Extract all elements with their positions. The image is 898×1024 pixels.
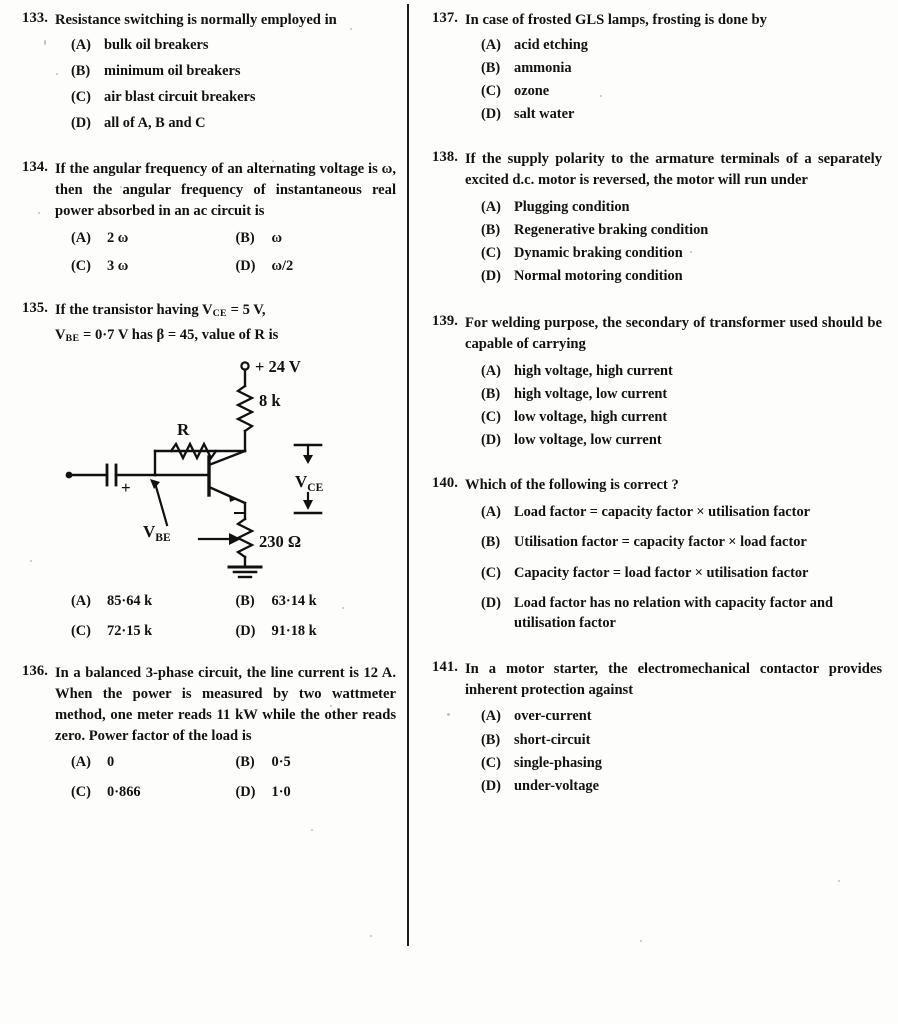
option-label: (A) bbox=[71, 754, 91, 771]
option-d[interactable] bbox=[465, 266, 882, 286]
option-a[interactable] bbox=[465, 197, 882, 217]
option-label: (C) bbox=[71, 784, 91, 801]
option-b[interactable] bbox=[236, 228, 397, 248]
option-label: (D) bbox=[481, 268, 501, 285]
option-text: 3 ω bbox=[107, 257, 129, 274]
option-b[interactable] bbox=[465, 220, 882, 240]
option-text: 0 bbox=[107, 754, 115, 771]
option-label: (C) bbox=[481, 409, 501, 426]
option-label: (C) bbox=[71, 89, 91, 106]
option-label: (C) bbox=[481, 564, 501, 581]
option-text: Regenerative braking condition bbox=[514, 221, 709, 238]
emitter-arrow bbox=[229, 495, 237, 502]
option-list bbox=[55, 228, 396, 276]
option-text: Normal motoring condition bbox=[514, 268, 683, 285]
option-c[interactable] bbox=[71, 782, 232, 802]
question-number: 137. bbox=[432, 10, 458, 26]
option-label: (D) bbox=[481, 777, 501, 794]
option-text: salt water bbox=[514, 106, 575, 123]
option-a[interactable] bbox=[465, 35, 882, 55]
option-text: ω bbox=[271, 229, 283, 246]
option-label: (D) bbox=[481, 594, 501, 611]
stem-text-part1: If the transistor having V bbox=[55, 301, 213, 318]
option-b[interactable] bbox=[465, 730, 882, 750]
option-list bbox=[55, 35, 396, 134]
supply-node-terminal bbox=[241, 363, 248, 370]
option-label: (A) bbox=[71, 36, 91, 53]
option-c[interactable] bbox=[55, 87, 396, 107]
option-list bbox=[465, 361, 882, 451]
option-a[interactable] bbox=[465, 361, 882, 381]
option-d[interactable] bbox=[55, 113, 396, 133]
option-d[interactable] bbox=[465, 104, 882, 124]
question-number: 133. bbox=[22, 10, 48, 26]
option-b[interactable] bbox=[236, 752, 397, 772]
vce-label: $V_{CE}$ bbox=[295, 472, 324, 495]
transistor-emitter-lead bbox=[209, 487, 245, 503]
option-text: over-current bbox=[514, 708, 592, 725]
option-b[interactable] bbox=[465, 532, 882, 552]
option-label: (C) bbox=[481, 83, 501, 100]
option-text: Capacity factor = load factor × utilisation factor bbox=[514, 564, 809, 581]
option-d[interactable] bbox=[236, 782, 397, 802]
option-text: low voltage, low current bbox=[514, 432, 662, 449]
question-138 bbox=[424, 149, 882, 289]
option-list bbox=[465, 502, 882, 633]
figure-transistor-circuit bbox=[55, 353, 396, 581]
option-text: high voltage, low current bbox=[514, 386, 668, 402]
option-label: (D) bbox=[235, 257, 256, 274]
option-text: ozone bbox=[514, 83, 550, 100]
question-136 bbox=[14, 663, 396, 802]
option-label: (A) bbox=[481, 708, 501, 725]
option-d[interactable] bbox=[236, 621, 397, 641]
option-text: 91·18 k bbox=[271, 623, 317, 640]
question-134 bbox=[14, 159, 396, 275]
option-d[interactable] bbox=[236, 256, 397, 276]
emitter-resistor-zigzag bbox=[238, 519, 252, 557]
option-text: ammonia bbox=[514, 59, 572, 76]
option-label: (A) bbox=[481, 198, 501, 215]
option-c[interactable] bbox=[465, 243, 882, 263]
option-label: (D) bbox=[481, 106, 501, 123]
stem-subscript-ce: CE bbox=[212, 307, 227, 319]
option-text: ω/2 bbox=[271, 257, 294, 274]
option-label: (A) bbox=[481, 36, 501, 53]
question-137 bbox=[424, 10, 882, 127]
vce-top-arrowhead bbox=[303, 455, 313, 464]
option-a[interactable] bbox=[55, 35, 396, 55]
option-a[interactable] bbox=[465, 502, 882, 522]
option-list bbox=[55, 591, 396, 641]
question-stem-line2 bbox=[55, 325, 396, 347]
option-list bbox=[465, 706, 882, 796]
question-number: 141. bbox=[432, 658, 458, 675]
option-text: 0·866 bbox=[107, 784, 141, 801]
question-140 bbox=[424, 475, 882, 639]
collector-resistor-zigzag bbox=[238, 386, 252, 431]
option-text: under-voltage bbox=[514, 777, 600, 794]
option-text: 63·14 k bbox=[271, 593, 317, 610]
question-stem: Which of the following is correct ? bbox=[465, 477, 679, 494]
option-list bbox=[465, 197, 882, 287]
option-d[interactable] bbox=[465, 776, 882, 796]
question-stem: Resistance switching is normally employed in bbox=[55, 12, 337, 28]
vce-bottom-arrowhead bbox=[303, 500, 313, 510]
option-a[interactable] bbox=[71, 228, 232, 248]
option-text: Dynamic braking condition bbox=[514, 245, 683, 262]
stem-subscript-be: BE bbox=[65, 333, 80, 345]
stem-text-part3: = 0·7 V has β = 45, value of R is bbox=[79, 327, 279, 344]
option-text: Load factor has no relation with capacity factor and utilisation factor bbox=[514, 594, 833, 631]
question-133 bbox=[14, 10, 396, 139]
option-d[interactable] bbox=[465, 593, 882, 633]
stem-text-part2: = 5 V, bbox=[226, 301, 266, 318]
option-b[interactable] bbox=[236, 591, 397, 611]
question-number: 136. bbox=[22, 663, 48, 680]
question-number: 140. bbox=[432, 475, 458, 492]
option-label: (C) bbox=[71, 257, 91, 274]
collector-resistor-label: 8 k bbox=[259, 391, 281, 411]
option-list bbox=[55, 752, 396, 802]
option-text: 1·0 bbox=[271, 784, 291, 801]
option-label: (B) bbox=[481, 221, 501, 238]
option-text: Load factor = capacity factor × utilisation factor bbox=[514, 504, 811, 521]
question-stem-line1 bbox=[55, 300, 396, 321]
option-text: 2 ω bbox=[107, 229, 129, 246]
question-135 bbox=[14, 300, 396, 642]
option-text: short-circuit bbox=[514, 731, 591, 748]
question-139 bbox=[424, 313, 882, 453]
option-c[interactable] bbox=[465, 753, 882, 773]
emitter-resistor-label: 230 Ω bbox=[259, 532, 302, 552]
option-b[interactable] bbox=[465, 58, 882, 78]
option-label: (B) bbox=[235, 593, 255, 610]
option-text: air blast circuit breakers bbox=[104, 89, 256, 106]
option-text: 72·15 k bbox=[107, 623, 153, 640]
option-text: all of A, B and C bbox=[104, 115, 206, 132]
option-label: (B) bbox=[481, 59, 501, 76]
vbe-pointer-arrowhead-2 bbox=[229, 533, 241, 545]
option-text: single-phasing bbox=[514, 754, 602, 771]
option-c[interactable] bbox=[465, 563, 882, 583]
feedback-resistor-label: R bbox=[177, 420, 190, 440]
question-number: 135. bbox=[22, 299, 48, 316]
option-text: 0·5 bbox=[271, 754, 291, 771]
option-label: (B) bbox=[481, 534, 501, 551]
question-stem: In case of frosted GLS lamps, frosting is done by bbox=[465, 12, 767, 28]
option-a[interactable] bbox=[71, 591, 232, 611]
option-label: (C) bbox=[481, 245, 501, 262]
option-label: (C) bbox=[71, 623, 91, 640]
supply-label: + 24 V bbox=[255, 357, 301, 377]
option-label: (D) bbox=[235, 623, 256, 640]
option-b[interactable] bbox=[465, 384, 882, 404]
option-label: (A) bbox=[481, 504, 501, 521]
option-label: (D) bbox=[235, 784, 256, 801]
option-text: 85·64 k bbox=[107, 593, 153, 610]
input-polarity-label: + bbox=[121, 478, 131, 498]
vbe-pointer-arrowhead bbox=[150, 479, 160, 489]
question-stem: If the supply polarity to the armature terminals of a separately excited d.c. motor is reversed, the motor will run under bbox=[465, 151, 882, 189]
vbe-pointer-line bbox=[155, 483, 167, 525]
right-column bbox=[408, 0, 898, 1024]
option-label: (B) bbox=[481, 731, 501, 748]
option-text: Utilisation factor = capacity factor × load factor bbox=[514, 534, 807, 551]
question-stem: In a balanced 3-phase circuit, the line current is 12 A. When the power is measured by two wattmeter method, one meter reads 11 kW while the other reads zero. Power factor of the load is bbox=[55, 665, 396, 744]
option-label: (B) bbox=[235, 754, 255, 771]
option-label: (A) bbox=[71, 593, 91, 610]
transistor-bias-circuit-svg bbox=[59, 353, 389, 581]
option-c[interactable] bbox=[71, 256, 232, 276]
question-141 bbox=[424, 659, 882, 799]
option-label: (A) bbox=[481, 362, 501, 379]
option-b[interactable] bbox=[55, 61, 396, 81]
option-label: (C) bbox=[481, 754, 501, 771]
option-d[interactable] bbox=[465, 430, 882, 450]
option-label: (D) bbox=[481, 432, 501, 449]
stem-vbe-symbol: V bbox=[55, 327, 66, 344]
question-number: 138. bbox=[432, 149, 458, 166]
option-text: bulk oil breakers bbox=[104, 36, 209, 53]
option-a[interactable] bbox=[71, 752, 232, 772]
option-c[interactable] bbox=[71, 621, 232, 641]
option-text: acid etching bbox=[514, 36, 588, 53]
left-column bbox=[0, 0, 408, 1024]
option-label: (B) bbox=[481, 386, 501, 402]
option-label: (D) bbox=[71, 115, 91, 132]
question-stem: For welding purpose, the secondary of transformer used should be capable of carrying bbox=[465, 315, 882, 353]
option-text: high voltage, high current bbox=[514, 362, 673, 379]
question-number: 139. bbox=[432, 313, 458, 330]
option-text: low voltage, high current bbox=[514, 409, 668, 426]
option-label: (B) bbox=[235, 229, 255, 246]
option-c[interactable] bbox=[465, 407, 882, 427]
option-label: (B) bbox=[71, 62, 91, 79]
option-a[interactable] bbox=[465, 706, 882, 726]
option-list bbox=[465, 35, 882, 125]
question-number: 134. bbox=[22, 159, 48, 176]
option-c[interactable] bbox=[465, 81, 882, 101]
option-text: Plugging condition bbox=[514, 198, 630, 215]
question-stem: In a motor starter, the electromechanical contactor provides inherent protection against bbox=[465, 660, 882, 698]
question-stem: If the angular frequency of an alternating voltage is ω, then the angular frequency of instantaneous real power absorbed in an ac circuit is bbox=[55, 161, 396, 219]
option-label: (A) bbox=[71, 229, 91, 246]
vbe-label: $V_{BE}$ bbox=[143, 522, 171, 545]
option-text: minimum oil breakers bbox=[104, 62, 241, 79]
